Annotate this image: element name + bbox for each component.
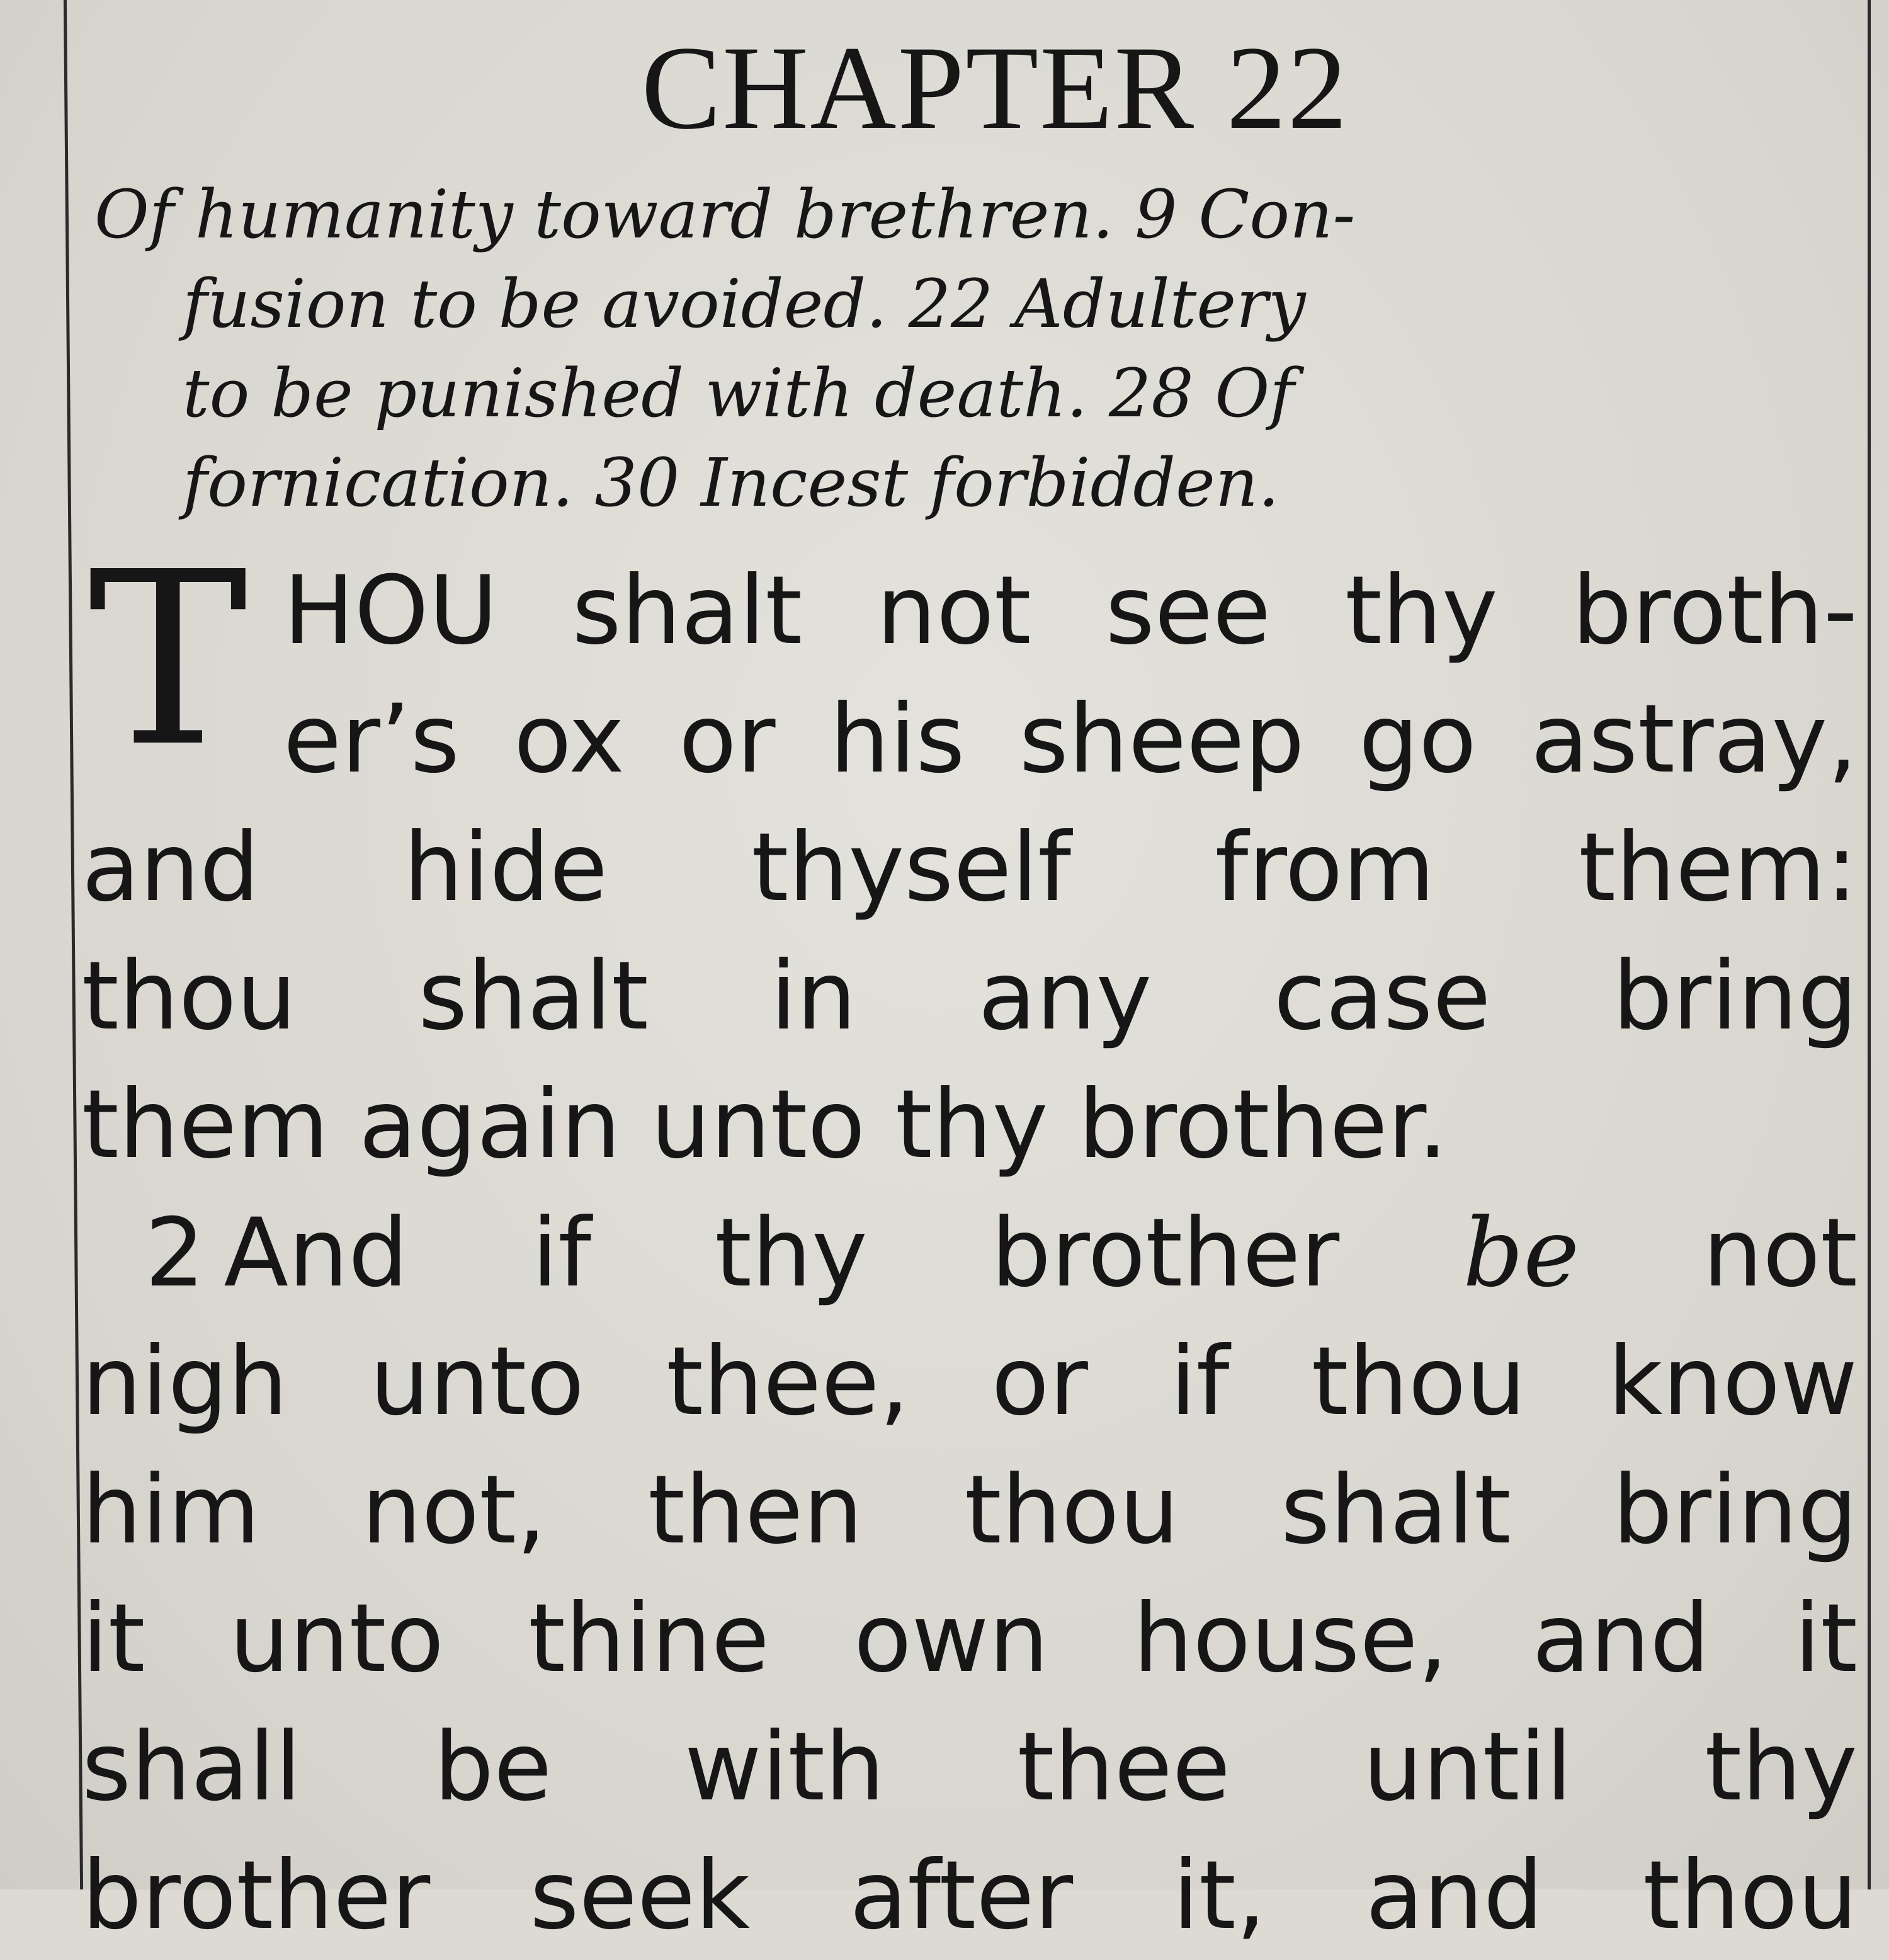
verse-number: 2 <box>145 1199 205 1308</box>
summary-line: Of humanity toward brethren. 9 Con- <box>94 176 1356 253</box>
summary-line: to be punished with death. 28 Of <box>183 355 1295 432</box>
verse-line: him not, then thou shalt bring <box>82 1456 1858 1565</box>
verse-line: HOU shalt not see thy broth- <box>283 556 1858 666</box>
column-rule-right <box>1868 0 1871 1889</box>
verse-text <box>82 520 1858 1960</box>
summary-line: fornication. 30 Incest forbidden. <box>183 444 1279 521</box>
chapter-summary <box>82 170 1858 528</box>
verse-line: and hide thyself from them: <box>82 813 1858 923</box>
verse-line: shall be with thee until thy <box>82 1712 1858 1822</box>
italic-word: be <box>1463 1199 1580 1308</box>
text-column <box>82 19 1858 1960</box>
verse-fragment: not <box>1703 1199 1858 1308</box>
verse-line: nigh unto thee, or if thou know <box>82 1327 1858 1437</box>
verse-line: it unto thine own house, and it <box>82 1584 1858 1694</box>
verse-line: them again unto thy brother. <box>82 1070 1448 1180</box>
verse-2-first-line <box>82 1189 1858 1318</box>
chapter-heading: CHAPTER 22 <box>641 22 1349 154</box>
column-rule-left <box>64 0 83 1889</box>
summary-line: fusion to be avoided. 22 Adultery <box>183 265 1306 343</box>
verse-fragment: And if thy brother <box>224 1199 1340 1308</box>
verse-line: er’s ox or his sheep go astray, <box>283 685 1858 794</box>
drop-cap: T <box>88 520 248 799</box>
verse-line: brother seek after it, and thou <box>82 1841 1858 1951</box>
verse-line: thou shalt in any case bring <box>82 942 1858 1051</box>
